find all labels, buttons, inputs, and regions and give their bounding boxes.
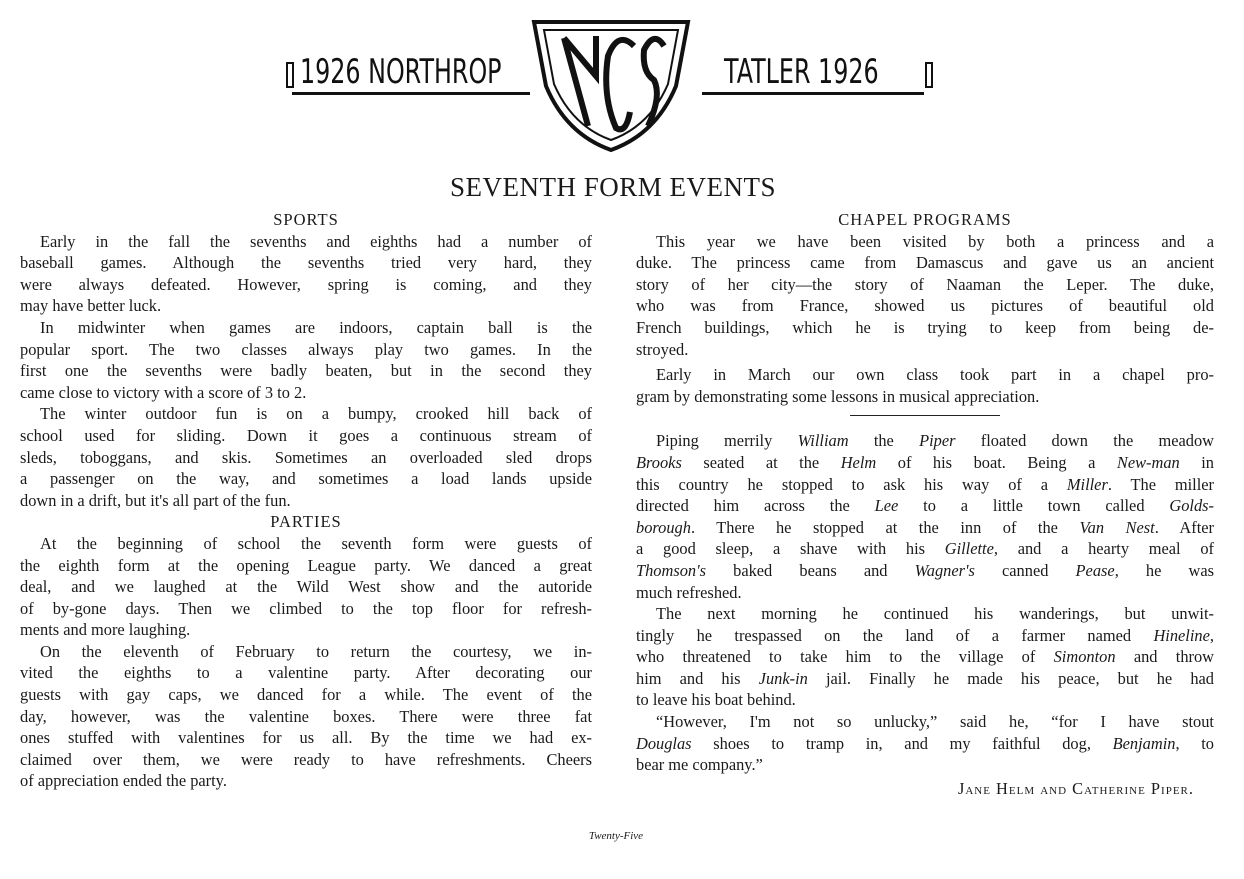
- text-line: story of her city—the story of Naaman the Leper. The duke,: [636, 274, 1214, 294]
- text-line: Thomson's baked beans and Wagner's canned Pease, he was: [636, 560, 1214, 580]
- italic-name: Van Nest: [1079, 517, 1155, 537]
- paragraph: [20, 317, 592, 403]
- page-number: Twenty-Five: [588, 830, 644, 842]
- italic-name: Helm: [840, 452, 877, 472]
- header-rule-right: [702, 92, 924, 95]
- italic-name: Miller: [1066, 474, 1108, 494]
- right-column: [636, 209, 1214, 799]
- text-line: stroyed.: [636, 339, 689, 359]
- text-line: The winter outdoor fun is on a bumpy, crooked hill back of: [40, 404, 592, 424]
- paragraph: [636, 364, 1214, 407]
- italic-name: Gillette: [944, 539, 994, 559]
- section-heading: PARTIES: [270, 512, 342, 532]
- text-line: Piping merrily William the Piper floated down the meadow: [656, 431, 1214, 451]
- paragraph: [636, 231, 1214, 361]
- text-line: Early in the fall the sevenths and eighths had a number of: [40, 231, 592, 251]
- text-line: On the eleventh of February to return the courtesy, we in-: [40, 641, 592, 661]
- ncs-shield-logo: [522, 16, 700, 156]
- text-line: borough. There he stopped at the inn of the Van Nest. After: [636, 517, 1214, 537]
- text-line: ones stuffed with valentines for us all. By the time we had ex-: [20, 728, 592, 748]
- text-line: directed him across the Lee to a little town called Golds-: [636, 496, 1214, 516]
- text-line: Douglas shoes to tramp in, and my faithful dog, Benjamin, to: [636, 733, 1214, 753]
- text-line: down in a drift, but it's all part of the fun.: [20, 490, 291, 510]
- text-line: this country he stopped to ask his way of a Miller. The miller: [636, 474, 1214, 494]
- text-line: may have better luck.: [20, 296, 162, 316]
- italic-name: Thomson's: [636, 560, 706, 580]
- text-line: This year we have been visited by both a princess and a: [656, 231, 1214, 251]
- text-line: French buildings, which he is trying to keep from being de-: [636, 317, 1214, 337]
- text-line: who was from France, showed us pictures of beautiful old: [636, 296, 1214, 316]
- text-line: Brooks seated at the Helm of his boat. Being a New-man in: [636, 452, 1214, 472]
- section-heading: CHAPEL PROGRAMS: [838, 210, 1012, 229]
- text-line: At the beginning of school the seventh form were guests of: [40, 533, 592, 553]
- italic-name: Junk-in: [758, 668, 808, 688]
- text-line: “However, I'm not so unlucky,” said he, “for I have stout: [656, 712, 1214, 732]
- text-line: claimed over them, we were ready to have refreshments. Cheers: [20, 749, 592, 769]
- text-line: of appreciation ended the party.: [20, 771, 227, 791]
- italic-name: Wagner's: [914, 560, 975, 580]
- text-line: the eighth form at the opening League party. We danced a great: [20, 555, 592, 575]
- header-ornament-right: [925, 62, 933, 88]
- text-line: who threatened to take him to the village of Simonton and throw: [636, 647, 1215, 667]
- text-line: gram by demonstrating some lessons in musical appreciation.: [636, 386, 1040, 406]
- text-line: day, however, was the valentine boxes. There were three fat: [20, 706, 592, 726]
- text-line: guests with gay caps, we danced for a while. The event of the: [20, 685, 592, 705]
- text-line: Early in March our own class took part in a chapel pro-: [656, 365, 1214, 385]
- paragraph: [20, 641, 592, 792]
- text-line: duke. The princess came from Damascus and gave us an ancient: [636, 253, 1214, 273]
- text-line: school used for sliding. Down it goes a continuous stream of: [20, 425, 592, 445]
- text-line: baseball games. Although the sevenths tried very hard, they: [20, 253, 592, 273]
- italic-name: Simonton: [1053, 647, 1116, 667]
- text-line: The next morning he continued his wanderings, but unwit-: [656, 604, 1214, 624]
- page-title: SEVENTH FORM EVENTS: [449, 172, 776, 202]
- text-line: tingly he trespassed on the land of a farmer named Hineline,: [636, 625, 1214, 645]
- text-line: bear me company.”: [636, 755, 763, 775]
- left-column: [20, 209, 592, 792]
- text-line: first one the sevenths were badly beaten, but in the second they: [20, 361, 592, 381]
- paragraph: [636, 603, 1214, 711]
- text-line: In midwinter when games are indoors, captain ball is the: [40, 317, 592, 337]
- header-right-text: TATLER 1926: [724, 52, 879, 92]
- italic-name: William: [797, 431, 849, 451]
- text-line: sleds, toboggans, and skis. Sometimes an overloaded sled drops: [20, 447, 592, 467]
- header-ornament-left: [286, 62, 294, 88]
- text-line: vited the eighths to a valentine party. After decorating our: [20, 663, 592, 683]
- text-line: a passenger on the way, and sometimes a load lands upside: [20, 469, 592, 489]
- header-rule-left: [292, 92, 530, 95]
- italic-name: Lee: [874, 496, 899, 516]
- text-line: a good sleep, a shave with his Gillette, and a hearty meal of: [636, 539, 1214, 559]
- italic-name: Douglas: [636, 733, 692, 753]
- text-line: deal, and we laughed at the Wild West show and the autoride: [20, 577, 592, 597]
- section-divider: [850, 415, 1000, 416]
- header-left-text: 1926 NORTHROP: [300, 52, 502, 92]
- text-line: him and his Junk-in jail. Finally he made his peace, but he had: [636, 668, 1214, 688]
- section-heading: SPORTS: [273, 210, 339, 229]
- text-line: popular sport. The two classes always play two games. In the: [20, 339, 592, 359]
- text-line: to leave his boat behind.: [636, 690, 796, 710]
- italic-name: Hineline: [1153, 625, 1210, 645]
- italic-name: Piper: [919, 431, 956, 451]
- italic-name: Golds-: [1169, 496, 1214, 516]
- paragraph: [20, 533, 592, 641]
- text-line: ments and more laughing.: [20, 620, 191, 640]
- italic-name: Benjamin: [1112, 733, 1176, 753]
- italic-name: borough: [636, 517, 691, 537]
- paragraph: [636, 430, 1214, 603]
- paragraph: [20, 403, 592, 511]
- paragraph: [636, 711, 1214, 776]
- text-line: came close to victory with a score of 3 to 2.: [20, 382, 307, 402]
- italic-name: Pease: [1075, 560, 1115, 580]
- italic-name: New-man: [1116, 452, 1180, 472]
- text-line: of by-gone days. Then we climbed to the top floor for refresh-: [20, 598, 592, 618]
- italic-name: Brooks: [636, 452, 682, 472]
- author-signature: Jane Helm and Catherine Piper.: [957, 778, 1194, 798]
- text-line: were always defeated. However, spring is coming, and they: [20, 274, 592, 294]
- text-line: much refreshed.: [636, 582, 742, 602]
- paragraph: [20, 231, 592, 317]
